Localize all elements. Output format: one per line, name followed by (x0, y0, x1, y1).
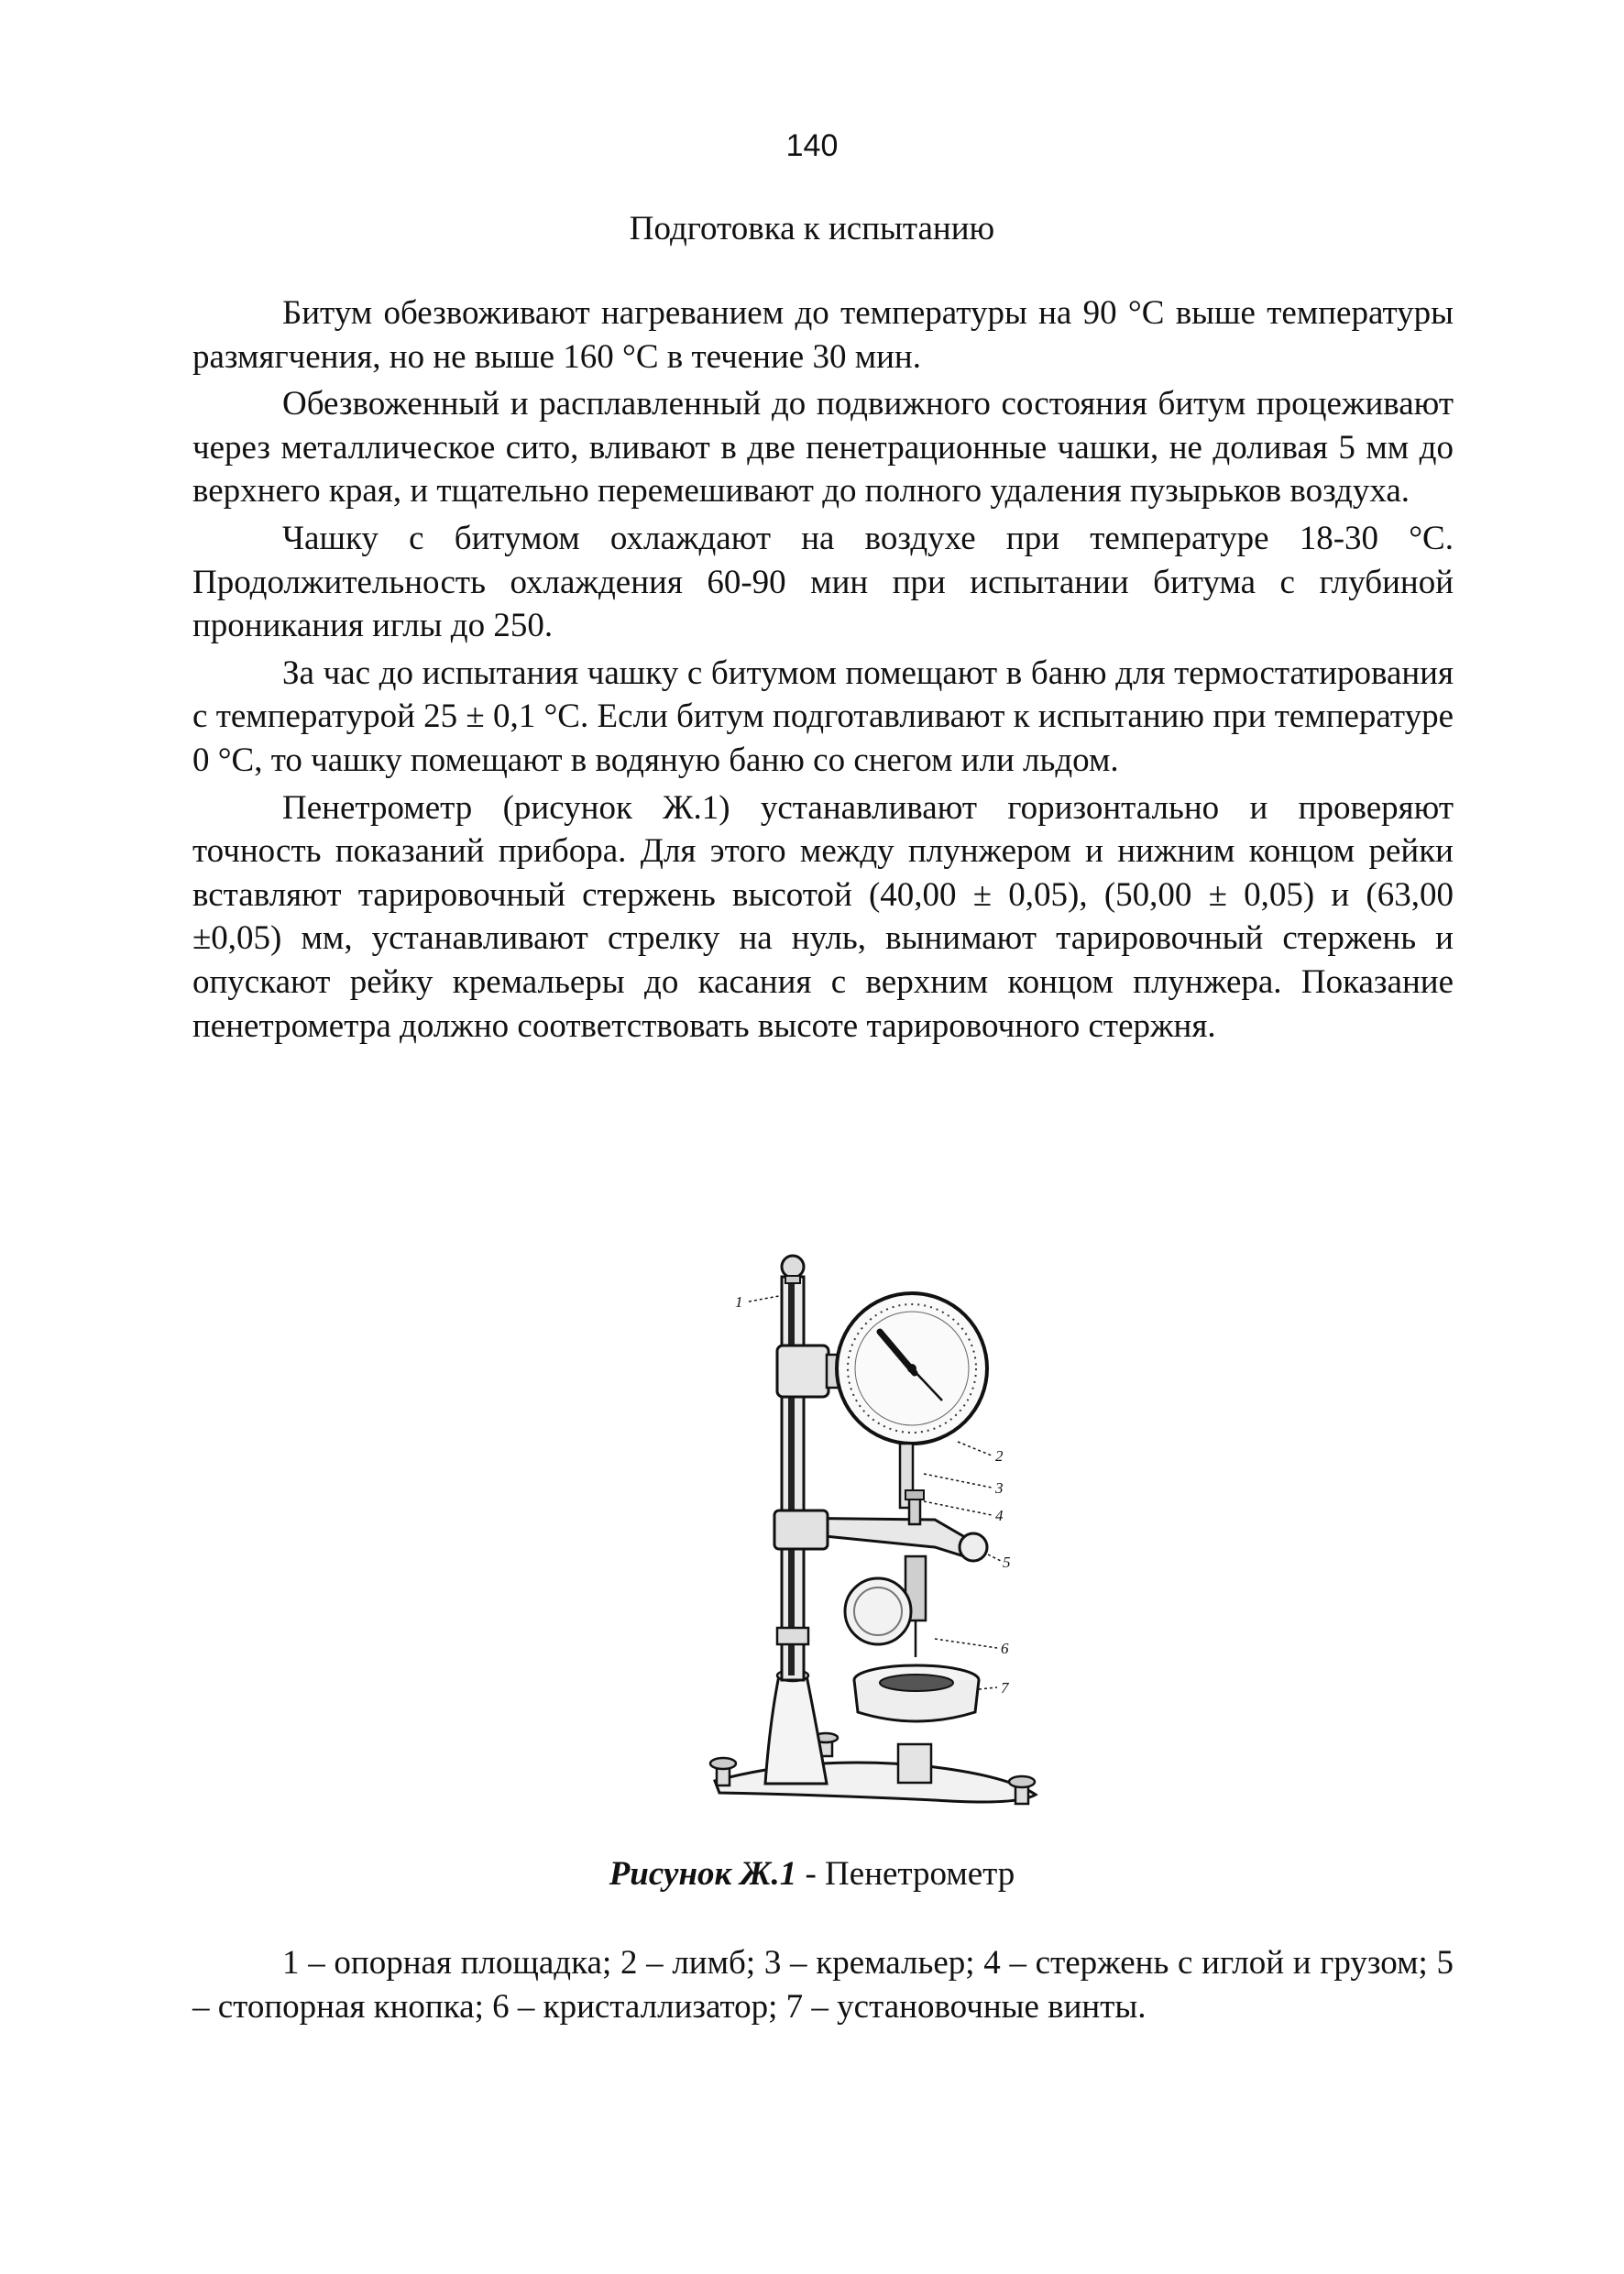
section-title: Подготовка к испытанию (629, 210, 995, 247)
penetrometer-drawing (632, 1245, 1091, 1850)
body-text (192, 291, 1454, 1051)
paragraph-straining: Обезвоженный и расплавленный до подвижного состояния битум процеживают через металлическое сито, вливают в две пенетрационные чашки, не доливая 5 мм до верхнего края, и тщательно перемешивают до полного удаления пузырьков воздуха. (192, 385, 1454, 511)
penetrometer-figure (632, 1245, 1091, 1850)
figure-caption (0, 1854, 1624, 1894)
label-5: 5 (1003, 1554, 1011, 1571)
figure-legend: 1 – опорная площадка; 2 – лимб; 3 – кремальер; 4 – стержень с иглой и грузом; 5 – стопорная кнопка; 6 – кристаллизатор; 7 – установочные винты. (192, 1944, 1454, 2026)
dial-limb (837, 1293, 987, 1444)
label-3: 3 (995, 1479, 1004, 1497)
caption-text: - Пенетрометр (796, 1855, 1015, 1893)
upper-clamp (777, 1346, 828, 1397)
label-6: 6 (1001, 1640, 1009, 1657)
paragraph-calibration: Пенетрометр (рисунок Ж.1) устанавливают горизонтально и проверяют точность показаний прибора. Для этого между плунжером и нижним концом рейки вставляют тарировочный стержень высотой (40,00 ± 0,05), (50,00 ± 0,05) и (63,00 ±0,05) мм, устанавливают стрелку на нуль, вынимают тарировочный стержень и опускают рейку кремальеры до касания с верхним концом плунжера. Показание пенетрометра должно соответствовать высоте тарировочного стержня. (192, 788, 1454, 1045)
paragraph-dehydration: Битум обезвоживают нагреванием до температуры на 90 °С выше температуры размягчения, но не выше 160 °С в течение 30 мин. (192, 294, 1454, 376)
label-1: 1 (735, 1293, 743, 1311)
caption-label: Рисунок Ж.1 (609, 1855, 797, 1893)
label-2: 2 (995, 1447, 1004, 1465)
top-knob (782, 1256, 804, 1278)
paragraph-cooling: Чашку с битумом охлаждают на воздухе при температуре 18-30 °С. Продолжительность охлаждения 60-90 мин при испытании битума с глубиной проникания иглы до 250. (192, 519, 1454, 645)
paragraph-thermostat: За час до испытания чашку с битумом помещают в баню для термостатирования с температурой 25 ± 0,1 °С. Если битум подготавливают к испытанию при температуре 0 °С, то чашку помещают в водяную баню со снегом или льдом. (192, 654, 1454, 779)
label-7: 7 (1001, 1679, 1009, 1697)
column-foot (765, 1675, 827, 1784)
base-platform (715, 1763, 1036, 1802)
page-number: 140 (785, 128, 839, 163)
stop-button (960, 1533, 987, 1561)
needle-rod (909, 1497, 920, 1524)
crystallizer (854, 1665, 979, 1721)
label-4: 4 (995, 1507, 1004, 1524)
